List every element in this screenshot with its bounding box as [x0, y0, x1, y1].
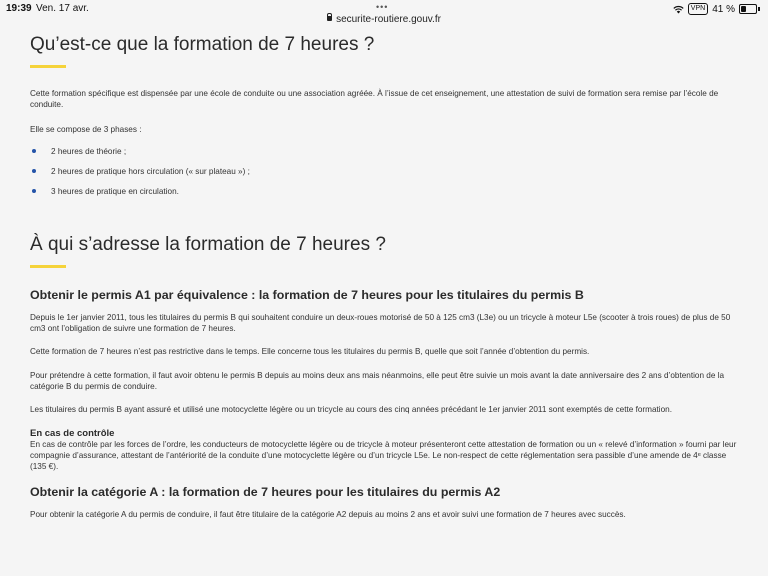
control-heading: En cas de contrôle	[30, 427, 115, 439]
wifi-icon	[673, 5, 684, 14]
lock-icon	[327, 16, 332, 21]
battery-icon	[739, 4, 757, 14]
status-time: 19:39	[6, 3, 32, 14]
paragraph: Depuis le 1er janvier 2011, tous les titulaires du permis B qui souhaitent conduire un deux-roues motorisé de 50 à 125 cm3 (L3e) ou un tricycle à moteur L5e (scooter à trois roues) de plus de 50 cm3 ont l’obligation de suivre une formation de 7 heures.	[30, 312, 731, 334]
status-bar	[0, 0, 768, 30]
list-item: 3 heures de pratique en circulation.	[30, 187, 740, 196]
status-date: Ven. 17 avr.	[36, 3, 89, 14]
bullet-icon	[32, 169, 36, 173]
url-bar[interactable]	[0, 14, 768, 25]
bullet-icon	[32, 189, 36, 193]
section-title-formation: Qu’est-ce que la formation de 7 heures ?	[30, 34, 375, 55]
title-underline	[30, 65, 66, 68]
battery-percent: 41 %	[712, 3, 735, 15]
list-item: 2 heures de théorie ;	[30, 147, 740, 156]
article-content	[30, 30, 740, 520]
phases-intro: Elle se compose de 3 phases :	[30, 124, 142, 134]
title-underline	[30, 265, 66, 268]
battery-level	[741, 6, 746, 12]
subheading-categorie-a: Obtenir la catégorie A : la formation de 7 heures pour les titulaires du permis A2	[30, 484, 501, 499]
battery-cap	[758, 7, 760, 11]
control-paragraph: En cas de contrôle par les forces de l’ordre, les conducteurs de motocyclette légère ou de tricycle à moteur présenteront cette attestation de formation ou un « relevé d’information » fourni par leur compagnie d’assurance, attestant de l’antériorité de la conduite d’une motocyclette légère ou d’un tricycle L5e. Le non-respect de cette réglementation sera passible d’une amende de 4ᵉ classe (135 €).	[30, 439, 737, 472]
vpn-badge: VPN	[688, 3, 708, 15]
intro-paragraph: Cette formation spécifique est dispensée par une école de conduite ou une association agréée. À l’issue de cet enseignement, une attestation de suivi de formation sera remise par l’école de conduite.	[30, 89, 719, 110]
paragraph: Pour obtenir la catégorie A du permis de conduire, il faut être titulaire de la catégorie A2 depuis au moins 2 ans et avoir suivi une formation de 7 heures avec succès.	[30, 509, 626, 519]
bullet-icon	[32, 149, 36, 153]
multitasking-dots[interactable]: •••	[376, 2, 389, 12]
subheading-permis-a1: Obtenir le permis A1 par équivalence : la formation de 7 heures pour les titulaires du permis B	[30, 287, 584, 302]
list-item: 2 heures de pratique hors circulation (« sur plateau ») ;	[30, 167, 740, 176]
paragraph: Les titulaires du permis B ayant assuré et utilisé une motocyclette légère ou un tricycle au cours des cinq années précédant le 1er janvier 2011 sont exemptés de cette formation.	[30, 405, 673, 415]
section-title-audience: À qui s’adresse la formation de 7 heures ?	[30, 233, 386, 255]
paragraph: Pour prétendre à cette formation, il faut avoir obtenu le permis B depuis au moins deux ans mais néanmoins, elle peut être suivie un mois avant la date anniversaire des 2 ans d’obtention de la catégorie B du permis de conduire.	[30, 370, 725, 392]
phases-list	[30, 147, 740, 196]
paragraph: Cette formation de 7 heures n’est pas restrictive dans le temps. Elle concerne tous les titulaires du permis B, quelle que soit l’année d’obtention du permis.	[30, 347, 590, 357]
url-text: securite-routiere.gouv.fr	[336, 14, 441, 25]
